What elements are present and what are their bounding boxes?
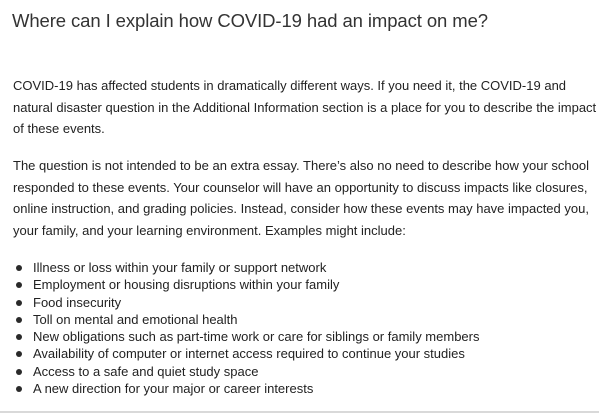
intro-line: natural disaster question in the Additional Information section is a place for you to describe the impact <box>13 99 597 115</box>
bullet-icon <box>16 351 22 357</box>
bullet-icon <box>16 386 22 392</box>
list-item <box>13 380 480 397</box>
list-item <box>13 259 480 276</box>
list-item <box>13 345 480 362</box>
list-item-text: New obligations such as part-time work or care for siblings or family members <box>33 329 480 345</box>
bullet-icon <box>16 300 22 306</box>
details-line: your family, and your learning environment. Examples might include: <box>13 222 406 238</box>
intro-line: of these events. <box>13 121 105 136</box>
list-item <box>13 294 480 311</box>
list-item-text: Food insecurity <box>33 294 122 310</box>
list-item-text: Employment or housing disruptions within your family <box>33 277 340 293</box>
page-title: Where can I explain how COVID-19 had an impact on me? <box>12 10 488 31</box>
list-item <box>13 328 480 345</box>
list-item <box>13 311 480 328</box>
details-line: responded to these events. Your counselor will have an opportunity to discuss impacts like closures, <box>13 179 588 195</box>
bullet-icon <box>16 265 22 271</box>
bullet-icon <box>16 334 22 340</box>
list-item-text: Access to a safe and quiet study space <box>33 363 259 379</box>
bullet-icon <box>16 369 22 375</box>
intro-paragraph <box>13 75 599 140</box>
list-item-text: Illness or loss within your family or support network <box>33 260 327 275</box>
list-item-text: A new direction for your major or career interests <box>33 381 314 397</box>
bullet-icon <box>16 317 22 323</box>
intro-line: COVID-19 has affected students in dramatically different ways. If you need it, the COVID-19 and <box>13 78 567 93</box>
list-item <box>13 363 480 380</box>
list-item <box>13 276 480 293</box>
details-line: online instruction, and grading policies. Instead, consider how these events may have impacted you, <box>13 201 589 216</box>
examples-list <box>13 259 480 397</box>
details-line: The question is not intended to be an extra essay. There’s also no need to describe how your school <box>13 158 589 173</box>
list-item-text: Availability of computer or internet access required to continue your studies <box>33 346 465 362</box>
details-paragraph <box>13 155 599 241</box>
list-item-text: Toll on mental and emotional health <box>33 311 238 327</box>
bullet-icon <box>16 282 22 288</box>
